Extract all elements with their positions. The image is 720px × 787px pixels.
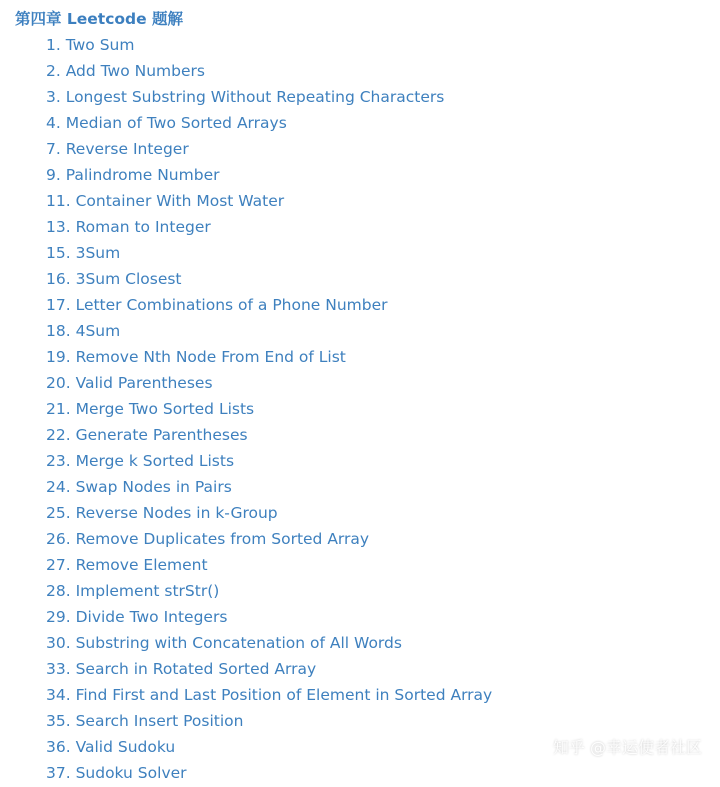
problem-link-text[interactable]: 20. Valid Parentheses <box>46 374 213 392</box>
problem-link-7[interactable] <box>46 137 492 163</box>
problem-link-37[interactable] <box>46 761 492 787</box>
problem-link-text[interactable]: 28. Implement strStr() <box>46 582 220 600</box>
problem-link-text[interactable]: 15. 3Sum <box>46 244 121 262</box>
problem-link-text[interactable]: 23. Merge k Sorted Lists <box>46 452 235 470</box>
problem-link-text[interactable]: 29. Divide Two Integers <box>46 608 228 626</box>
problem-link-text[interactable]: 24. Swap Nodes in Pairs <box>46 478 232 496</box>
problem-link-35[interactable] <box>46 709 492 735</box>
problem-link-text[interactable]: 4. Median of Two Sorted Arrays <box>46 114 287 132</box>
problem-link-text[interactable]: 17. Letter Combinations of a Phone Number <box>46 296 388 314</box>
problem-link-text[interactable]: 9. Palindrome Number <box>46 166 220 184</box>
problem-link-19[interactable] <box>46 345 492 371</box>
problem-link-36[interactable] <box>46 735 492 761</box>
problem-link-text[interactable]: 35. Search Insert Position <box>46 712 244 730</box>
problem-link-1[interactable] <box>46 33 492 59</box>
chapter-heading-link[interactable]: 第四章 Leetcode 题解 <box>15 10 184 28</box>
problem-link-22[interactable] <box>46 423 492 449</box>
problem-link-26[interactable] <box>46 527 492 553</box>
problem-link-13[interactable] <box>46 215 492 241</box>
problem-link-text[interactable]: 30. Substring with Concatenation of All Words <box>46 634 402 652</box>
problem-link-18[interactable] <box>46 319 492 345</box>
problem-link-24[interactable] <box>46 475 492 501</box>
problem-link-text[interactable]: 19. Remove Nth Node From End of List <box>46 348 346 366</box>
problem-link-15[interactable] <box>46 241 492 267</box>
problem-link-30[interactable] <box>46 631 492 657</box>
problem-link-17[interactable] <box>46 293 492 319</box>
problem-link-text[interactable]: 34. Find First and Last Position of Element in Sorted Array <box>46 686 493 704</box>
problem-link-text[interactable]: 11. Container With Most Water <box>46 192 285 210</box>
problem-link-9[interactable] <box>46 163 492 189</box>
problem-link-33[interactable] <box>46 657 492 683</box>
problem-link-text[interactable]: 1. Two Sum <box>46 36 135 54</box>
problem-link-text[interactable]: 16. 3Sum Closest <box>46 270 182 288</box>
problem-link-text[interactable]: 26. Remove Duplicates from Sorted Array <box>46 530 370 548</box>
problem-list <box>46 33 492 787</box>
problem-link-28[interactable] <box>46 579 492 605</box>
problem-link-text[interactable]: 13. Roman to Integer <box>46 218 211 236</box>
problem-link-21[interactable] <box>46 397 492 423</box>
problem-link-23[interactable] <box>46 449 492 475</box>
problem-link-text[interactable]: 33. Search in Rotated Sorted Array <box>46 660 317 678</box>
problem-link-text[interactable]: 3. Longest Substring Without Repeating Characters <box>46 88 445 106</box>
problem-link-text[interactable]: 7. Reverse Integer <box>46 140 189 158</box>
problem-link-text[interactable]: 25. Reverse Nodes in k-Group <box>46 504 278 522</box>
problem-link-text[interactable]: 2. Add Two Numbers <box>46 62 205 80</box>
problem-link-text[interactable]: 37. Sudoku Solver <box>46 764 187 782</box>
problem-link-25[interactable] <box>46 501 492 527</box>
problem-link-11[interactable] <box>46 189 492 215</box>
problem-link-34[interactable] <box>46 683 492 709</box>
problem-link-text[interactable]: 18. 4Sum <box>46 322 121 340</box>
problem-link-text[interactable]: 36. Valid Sudoku <box>46 738 176 756</box>
problem-link-4[interactable] <box>46 111 492 137</box>
problem-link-3[interactable] <box>46 85 492 111</box>
zhihu-watermark: 知乎 @幸运使者社区 <box>552 738 702 757</box>
problem-link-2[interactable] <box>46 59 492 85</box>
problem-link-text[interactable]: 21. Merge Two Sorted Lists <box>46 400 255 418</box>
problem-link-20[interactable] <box>46 371 492 397</box>
problem-link-text[interactable]: 27. Remove Element <box>46 556 208 574</box>
problem-link-27[interactable] <box>46 553 492 579</box>
problem-link-16[interactable] <box>46 267 492 293</box>
problem-link-29[interactable] <box>46 605 492 631</box>
problem-link-text[interactable]: 22. Generate Parentheses <box>46 426 248 444</box>
